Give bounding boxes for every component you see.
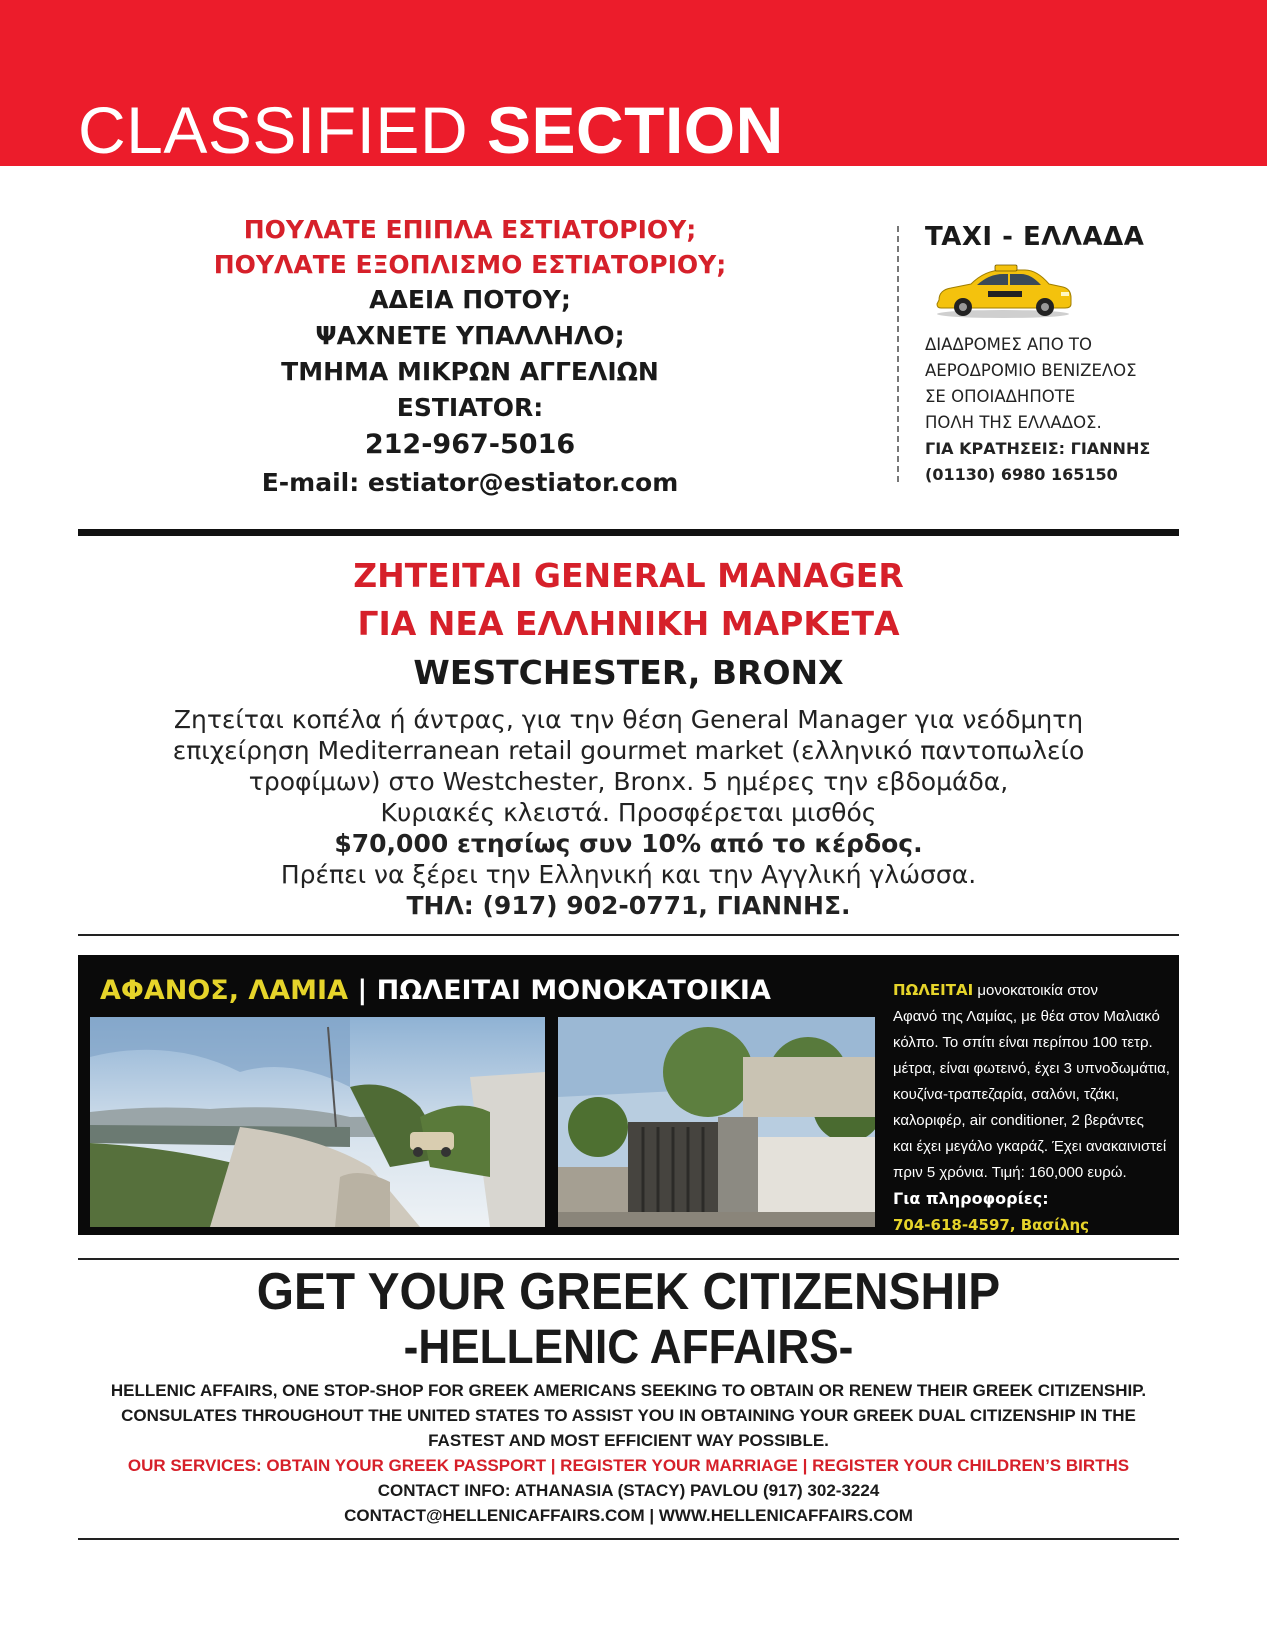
ad-manager-location: WESTCHESTER, BRONX <box>413 653 844 692</box>
ad-estiator-email: E-mail: estiator@estiator.com <box>261 468 679 497</box>
ad-manager-body4: Κυριακές κλειστά. Προσφέρεται μισθός <box>380 798 877 827</box>
ad-manager-body3: τροφίμων) στο Westchester, Bronx. 5 ημέρες την εβδομάδα, <box>248 767 1009 796</box>
ad-house-heading-separator: | <box>348 975 377 1006</box>
ad-house <box>78 955 1179 1235</box>
ad-taxi-text-line: ΣΕ ΟΠΟΙΑΔΗΠΟΤΕ <box>925 387 1076 406</box>
ad-estiator <box>150 212 790 502</box>
ad-house-text-line: κόλπο. Το σπίτι είναι περίπου 100 τετρ. <box>893 1034 1153 1051</box>
vertical-dashed-divider <box>897 226 899 482</box>
page-title <box>78 92 784 168</box>
ad-house-text-line: και έχει μεγάλο γκαράζ. Έχει ανακαινιστεί <box>893 1138 1167 1155</box>
ad-citizenship-body3: FASTEST AND MOST EFFICIENT WAY POSSIBLE. <box>428 1431 829 1450</box>
ad-manager-title2: ΓΙΑ ΝΕΑ ΕΛΛΗΝΙΚΗ ΜΑΡΚΕΤΑ <box>357 604 900 643</box>
ad-house-heading-location: ΑΦΑΝΟΣ, ΛΑΜΙΑ <box>100 975 348 1006</box>
ad-estiator-phone: 212-967-5016 <box>364 429 576 460</box>
ad-manager-body5: Πρέπει να ξέρει την Ελληνική και την Αγγλική γλώσσα. <box>280 860 977 889</box>
house-gate-photo <box>558 1017 875 1227</box>
ad-taxi-booking: ΓΙΑ ΚΡΑΤΗΣΕΙΣ: ΓΙΑΝΝΗΣ <box>925 439 1151 458</box>
ad-house-text-line: κουζίνα-τραπεζαρία, σαλόνι, τζάκι, <box>893 1086 1120 1103</box>
section-divider <box>78 529 1179 536</box>
ad-estiator-line5: ΤΜΗΜΑ ΜΙΚΡΩΝ ΑΓΓΕΛΙΩΝ <box>281 357 659 386</box>
ad-house-text <box>893 977 1173 1238</box>
ad-house-heading <box>100 975 771 1006</box>
ad-manager-body2: επιχείρηση Mediterranean retail gourmet market (ελληνικό παντοπωλείο <box>172 736 1085 765</box>
ad-house-lead: ΠΩΛΕΙΤΑΙ <box>893 981 974 999</box>
ad-manager-contact: ΤΗΛ: (917) 902-0771, ΓΙΑΝΝΗΣ. <box>406 891 851 920</box>
ad-citizenship-services: OUR SERVICES: OBTAIN YOUR GREEK PASSPORT | REGISTER YOUR MARRIAGE | REGISTER YOUR CHILDREN’S BIRTHS <box>127 1456 1130 1475</box>
section-divider <box>78 934 1179 936</box>
ad-citizenship-subtitle: -HELLENIC AFFAIRS- <box>403 1321 854 1374</box>
ad-house-heading-title: ΠΩΛΕΙΤΑΙ ΜΟΝΟΚΑΤΟΙΚΙΑ <box>376 975 771 1006</box>
section-divider <box>78 1538 1179 1540</box>
ad-citizenship-web: CONTACT@HELLENICAFFAIRS.COM | WWW.HELLENICAFFAIRS.COM <box>344 1506 913 1525</box>
ad-house-text-line: μέτρα, είναι φωτεινό, έχει 3 υπνοδωμάτια, <box>893 1060 1170 1077</box>
ad-estiator-line6: ESTIATOR: <box>396 393 544 422</box>
ad-citizenship-title: GET YOUR GREEK CITIZENSHIP <box>256 1263 1001 1321</box>
ad-manager-title1: ΖΗΤΕΙΤΑΙ GENERAL MANAGER <box>353 556 904 595</box>
ad-manager-salary: $70,000 ετησίως συν 10% από το κέρδος. <box>334 829 923 858</box>
ad-taxi <box>925 222 1225 488</box>
ad-estiator-line2: ΠΟΥΛΑΤΕ ΕΞΟΠΛΙΣΜΟ ΕΣΤΙΑΤΟΡΙΟΥ; <box>213 250 727 279</box>
ad-taxi-text <box>925 332 1225 436</box>
ad-house-info-phone: 704-618-4597, Βασίλης <box>893 1216 1090 1234</box>
ad-estiator-line1: ΠΟΥΛΑΤΕ ΕΠΙΠΛΑ ΕΣΤΙΑΤΟΡΙΟΥ; <box>243 215 697 244</box>
ad-taxi-text-line: ΠΟΛΗ ΤΗΣ ΕΛΛΑΔΟΣ. <box>925 413 1102 432</box>
ad-taxi-phone: (01130) 6980 165150 <box>925 465 1118 484</box>
ad-taxi-title: TAXI - ΕΛΛΑΔΑ <box>925 222 1145 252</box>
ad-house-info-label: Για πληροφορίες: <box>893 1189 1049 1208</box>
section-divider <box>78 1258 1179 1260</box>
title-light: CLASSIFIED <box>78 93 469 167</box>
ad-citizenship-contact: CONTACT INFO: ATHANASIA (STACY) PAVLOU (917) 302-3224 <box>377 1481 880 1500</box>
ad-estiator-line3: ΑΔΕΙΑ ΠΟΤΟΥ; <box>369 285 571 314</box>
ad-house-text-line: καλοριφέρ, air conditioner, 2 βεράντες <box>893 1112 1144 1129</box>
ad-estiator-line4: ΨΑΧΝΕΤΕ ΥΠΑΛΛΗΛΟ; <box>315 321 625 350</box>
ad-manager-body1: Ζητείται κοπέλα ή άντρας, για την θέση General Manager για νεόδμητη <box>173 705 1084 734</box>
ad-taxi-text-line: ΔΙΑΔΡΟΜΕΣ ΑΠΟ ΤΟ <box>925 335 1092 354</box>
taxi-car-icon <box>933 262 1073 318</box>
ad-house-text-line: πριν 5 χρόνια. Τιμή: 160,000 ευρώ. <box>893 1164 1127 1181</box>
ad-citizenship-body1: HELLENIC AFFAIRS, ONE STOP-SHOP FOR GREEK AMERICANS SEEKING TO OBTAIN OR RENEW THEIR GREEK CITIZENSHIP. <box>110 1381 1147 1400</box>
house-view-photo <box>90 1017 545 1227</box>
ad-house-text-line: Αφανό της Λαμίας, με θέα στον Μαλιακό <box>893 1008 1160 1025</box>
ad-house-text-line: μονοκατοικία στον <box>973 982 1099 999</box>
title-bold: SECTION <box>486 93 784 167</box>
ad-citizenship-body2: CONSULATES THROUGHOUT THE UNITED STATES TO ASSIST YOU IN OBTAINING YOUR GREEK DUAL CITIZENSHIP IN THE <box>121 1406 1136 1425</box>
ad-citizenship <box>78 1262 1179 1528</box>
ad-manager <box>78 552 1179 921</box>
ad-taxi-text-line: ΑΕΡΟΔΡΟΜΙΟ ΒΕΝΙΖΕΛΟΣ <box>925 361 1137 380</box>
